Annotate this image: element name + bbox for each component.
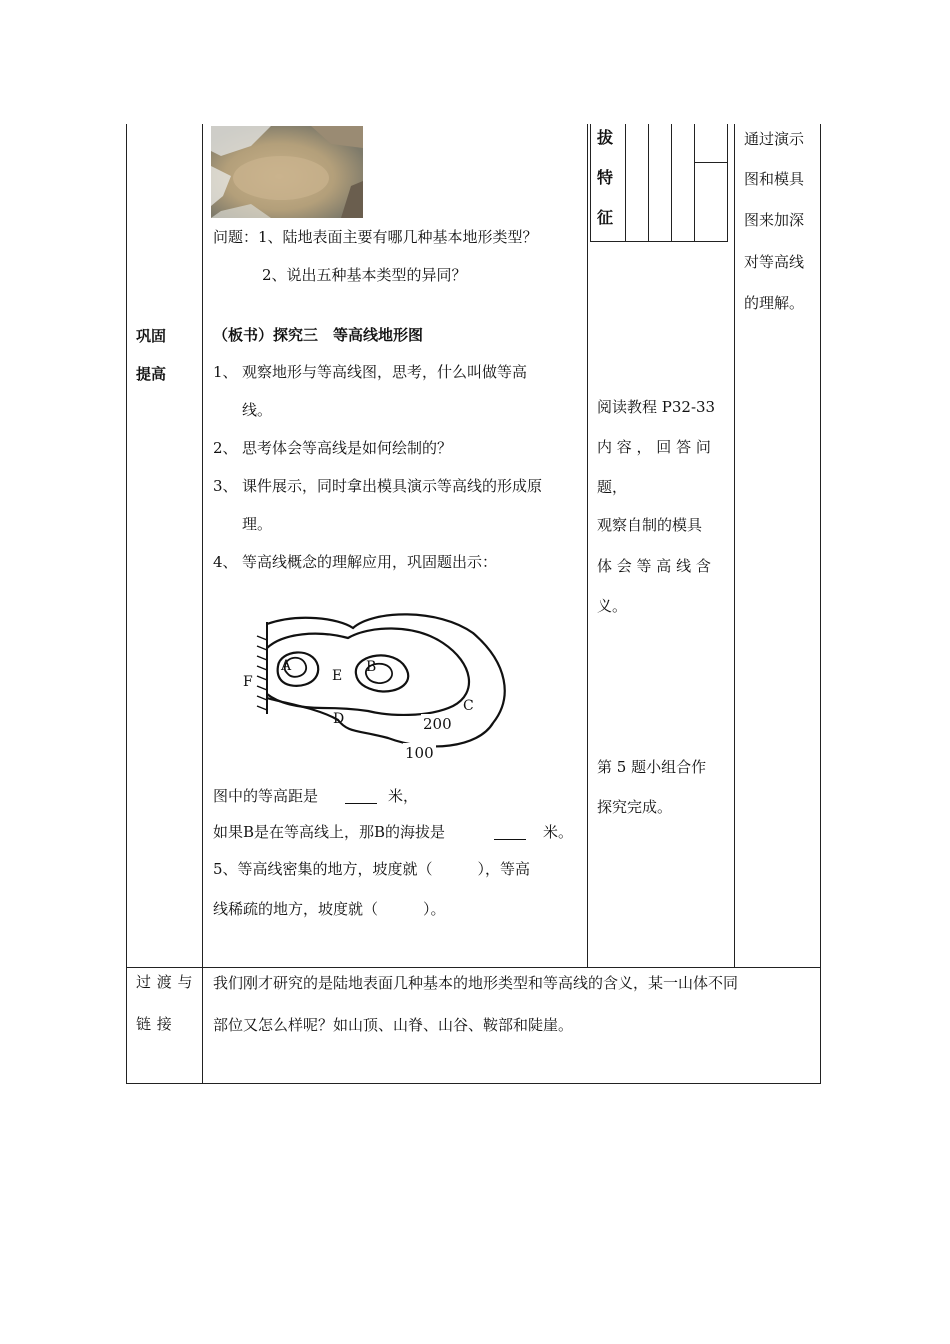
item-4-text: 等高线概念的理解应用，巩固题出示： xyxy=(242,553,498,571)
section-label-link: 链 接 xyxy=(136,1015,173,1033)
basin-satellite-image xyxy=(211,126,363,218)
fill-blank-2[interactable] xyxy=(494,825,526,840)
student-q5-2: 探究完成。 xyxy=(597,798,673,816)
mini-table-char-2: 特 xyxy=(597,168,614,187)
fill-question-1-a: 图中的等高距是 xyxy=(213,787,319,805)
item-4-num: 4、 xyxy=(213,553,238,571)
student-q5-1: 第 5 题小组合作 xyxy=(597,758,707,776)
item-3-num: 3、 xyxy=(213,477,238,495)
student-observe-1: 观察自制的模具 xyxy=(597,516,703,534)
student-read-2: 内 容 ， 回 答 问 xyxy=(597,438,711,456)
section-label-consolidate: 巩固 xyxy=(136,327,167,345)
contour-label-200: 200 xyxy=(423,715,452,733)
table-divider-3 xyxy=(734,124,735,968)
student-read-3: 题， xyxy=(597,478,628,496)
transition-line-2: 部位又怎么样呢？如山顶、山脊、山谷、鞍部和陡崖。 xyxy=(213,1016,574,1034)
item-2-text: 思考体会等高线是如何绘制的？ xyxy=(242,439,453,457)
fill-blank-1[interactable] xyxy=(345,789,377,804)
board-title: （板书）探究三 等高线地形图 xyxy=(213,326,424,344)
question-2: 2、说出五种基本类型的异同？ xyxy=(262,266,467,284)
fill-question-2-a: 如果B是在等高线上，那B的海拔是 xyxy=(213,823,446,841)
point-label-d: D xyxy=(333,711,345,727)
item-1-cont: 线。 xyxy=(242,401,273,419)
section-label-improve: 提高 xyxy=(136,365,167,383)
point-label-b: B xyxy=(366,659,377,675)
item-1-text: 观察地形与等高线图，思考，什么叫做等高 xyxy=(242,363,528,381)
item-1-num: 1、 xyxy=(213,363,238,381)
student-read-1: 阅读教程 P32-33 xyxy=(597,398,716,416)
contour-map-diagram xyxy=(238,608,513,768)
question-5-line-1: 5、等高线密集的地方，坡度就（ ），等高 xyxy=(213,860,531,878)
transition-line-1: 我们刚才研究的是陆地表面几种基本的地形类型和等高线的含义，某一山体不同 xyxy=(213,974,739,992)
student-observe-2: 体 会 等 高 线 含 xyxy=(597,557,711,575)
point-label-a: A xyxy=(281,658,292,674)
table-divider-1 xyxy=(202,124,203,1084)
table-divider-2 xyxy=(587,124,588,968)
item-2-num: 2、 xyxy=(213,439,238,457)
intent-line-2: 图和模具 xyxy=(744,170,805,188)
table-border-right xyxy=(820,124,821,1084)
intent-line-3: 图来加深 xyxy=(744,211,805,229)
table-border-bottom xyxy=(126,1083,821,1084)
mini-table-char-1: 拔 xyxy=(597,128,614,147)
question-1: 问题：1、陆地表面主要有哪几种基本地形类型？ xyxy=(213,228,538,246)
intent-line-5: 的理解。 xyxy=(744,294,805,312)
item-3-cont: 理。 xyxy=(242,515,273,533)
point-label-e: E xyxy=(332,668,343,684)
row-divider xyxy=(126,967,821,968)
point-label-f: F xyxy=(243,674,253,690)
contour-label-100: 100 xyxy=(405,744,434,762)
student-observe-3: 义。 xyxy=(597,597,628,615)
point-label-c: C xyxy=(463,698,474,714)
table-border-left xyxy=(126,124,127,1084)
intent-line-4: 对等高线 xyxy=(744,253,805,271)
question-5-line-2: 线稀疏的地方，坡度就（ ）。 xyxy=(213,900,446,918)
section-label-transition: 过 渡 与 xyxy=(136,973,194,991)
fill-question-2-b: 米。 xyxy=(543,823,574,841)
mini-table-char-3: 征 xyxy=(597,208,614,227)
item-3-text: 课件展示，同时拿出模具演示等高线的形成原 xyxy=(242,477,543,495)
fill-question-1-b: 米， xyxy=(388,787,419,805)
intent-line-1: 通过演示 xyxy=(744,130,805,148)
